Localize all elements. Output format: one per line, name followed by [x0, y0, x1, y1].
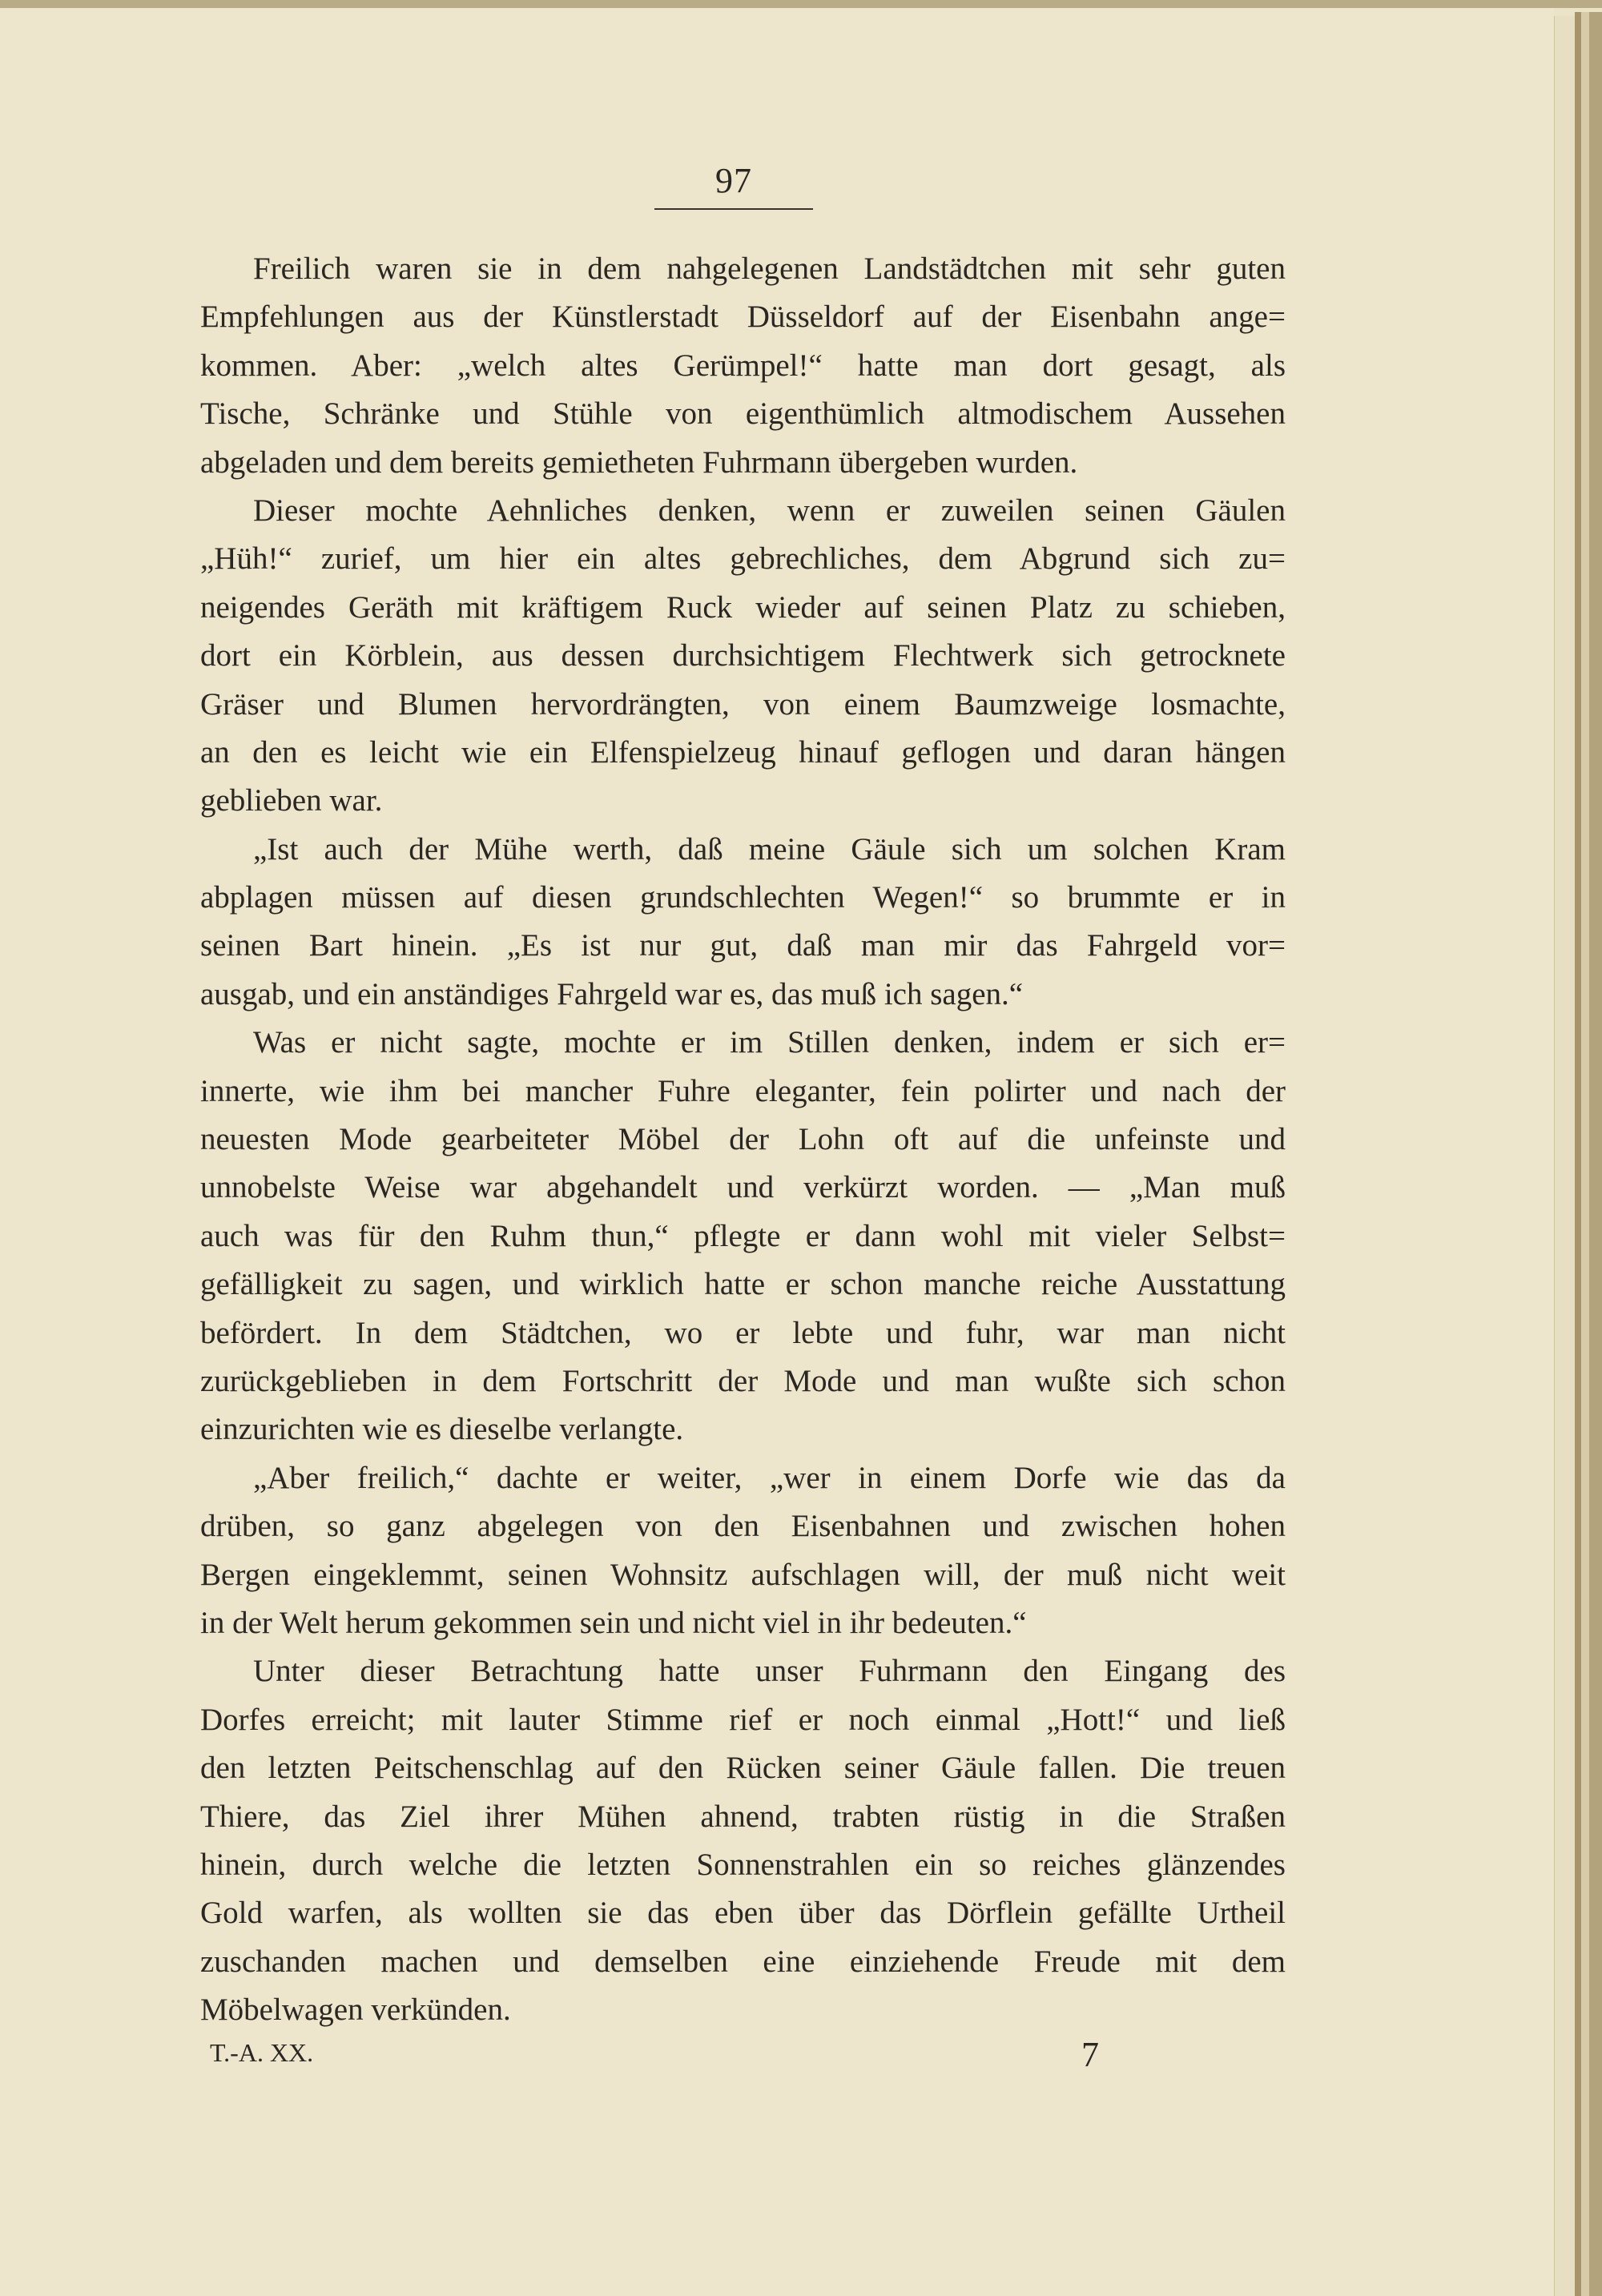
text-line: einzurichten wie es dieselbe verlangte.	[200, 1412, 684, 1447]
book-cover-edge	[1581, 12, 1589, 2296]
text-line: „Ist auch der Mühe werth, daß meine Gäule sich um solchen Kram	[253, 831, 1286, 867]
paragraph	[200, 826, 1286, 1019]
text-line: Dieser mochte Aehnliches denken, wenn er zuweilen seinen Gäulen	[253, 493, 1286, 528]
text-line: Möbelwagen verkünden.	[200, 1992, 511, 2028]
sheet-number: 7	[1081, 2035, 1099, 2074]
text-line: neuesten Mode gearbeiteter Möbel der Lohn oft auf die unfeinste und	[200, 1122, 1286, 1157]
text-line: unnobelste Weise war abgehandelt und verkürzt worden. — „Man muß	[200, 1170, 1286, 1205]
header-rule	[654, 208, 813, 210]
text-line: Gold warfen, als wollten sie das eben über das Dörflein gefällte Urtheil	[200, 1896, 1286, 1931]
paragraph	[200, 1647, 1286, 2034]
text-line: geblieben war.	[200, 783, 383, 818]
text-line: hinein, durch welche die letzten Sonnenstrahlen ein so reiches glänzendes	[200, 1847, 1286, 1882]
text-line: an den es leicht wie ein Elfenspielzeug hinauf geflogen und daran hängen	[200, 734, 1286, 770]
text-line: Unter dieser Betrachtung hatte unser Fuhrmann den Eingang des	[253, 1654, 1286, 1689]
text-line: „Hüh!“ zurief, um hier ein altes gebrechliches, dem Abgrund sich zu=	[200, 541, 1286, 577]
text-line: innerte, wie ihm bei mancher Fuhre eleganter, fein polirter und nach der	[200, 1073, 1286, 1108]
text-line: neigendes Geräth mit kräftigem Ruck wieder auf seinen Platz zu schieben,	[200, 589, 1286, 625]
text-line: abplagen müssen auf diesen grundschlechten Wegen!“ so brummte er in	[200, 880, 1286, 915]
signature-mark: T.-A. XX.	[210, 2038, 314, 2067]
text-line: gefälligkeit zu sagen, und wirklich hatte er schon manche reiche Ausstattung	[200, 1267, 1286, 1302]
text-line: in der Welt herum gekommen sein und nicht viel in ihr bedeuten.“	[200, 1605, 1027, 1640]
text-line: Thiere, das Ziel ihrer Mühen ahnend, trabten rüstig in die Straßen	[200, 1799, 1286, 1834]
text-line: zurückgeblieben in dem Fortschritt der Mode und man wußte sich schon	[200, 1363, 1286, 1398]
text-line: Freilich waren sie in dem nahgelegenen Landstädtchen mit sehr guten	[253, 251, 1286, 286]
paragraph	[200, 487, 1286, 826]
paragraph	[200, 1019, 1286, 1454]
text-line: drüben, so ganz abgelegen von den Eisenbahnen und zwischen hohen	[200, 1509, 1286, 1544]
text-line: den letzten Peitschenschlag auf den Rücken seiner Gäule fallen. Die treuen	[200, 1751, 1286, 1786]
text-line: zuschanden machen und demselben eine einziehende Freude mit dem	[200, 1944, 1286, 1979]
text-line: „Aber freilich,“ dachte er weiter, „wer in einem Dorfe wie das da	[253, 1460, 1286, 1495]
page-number: 97	[715, 161, 752, 200]
book-cover-edge	[1575, 12, 1581, 2296]
text-line: Was er nicht sagte, mochte er im Stillen denken, indem er sich er=	[253, 1025, 1286, 1060]
text-line: kommen. Aber: „welch altes Gerümpel!“ hatte man dort gesagt, als	[200, 348, 1286, 383]
paragraph	[200, 245, 1286, 487]
scan-top-edge	[0, 0, 1602, 8]
text-line: auch was für den Ruhm thun,“ pflegte er dann wohl mit vieler Selbst=	[200, 1218, 1286, 1253]
text-line: abgeladen und dem bereits gemietheten Fuhrmann übergeben wurden.	[200, 444, 1078, 480]
paragraph	[200, 1454, 1286, 1648]
text-line: Bergen eingeklemmt, seinen Wohnsitz aufschlagen will, der muß nicht weit	[200, 1557, 1286, 1592]
text-line: befördert. In dem Städtchen, wo er lebte und fuhr, war man nicht	[200, 1315, 1286, 1350]
text-line: dort ein Körblein, aus dessen durchsichtigem Flechtwerk sich getrocknete	[200, 638, 1286, 674]
text-line: Gräser und Blumen hervordrängten, von einem Baumzweige losmachte,	[200, 686, 1286, 722]
text-line: seinen Bart hinein. „Es ist nur gut, daß man mir das Fahrgeld vor=	[200, 928, 1286, 963]
text-line: ausgab, und ein anständiges Fahrgeld war es, das muß ich sagen.“	[200, 976, 1024, 1011]
text-line: Dorfes erreicht; mit lauter Stimme rief er noch einmal „Hott!“ und ließ	[200, 1702, 1286, 1737]
page-fore-edge	[1554, 16, 1576, 2296]
book-cover-edge	[1589, 12, 1602, 2296]
body-text	[200, 245, 1286, 2034]
text-line: Empfehlungen aus der Künstlerstadt Düsseldorf auf der Eisenbahn ange=	[200, 300, 1286, 335]
text-line: Tische, Schränke und Stühle von eigenthümlich altmodischem Aussehen	[200, 396, 1286, 432]
